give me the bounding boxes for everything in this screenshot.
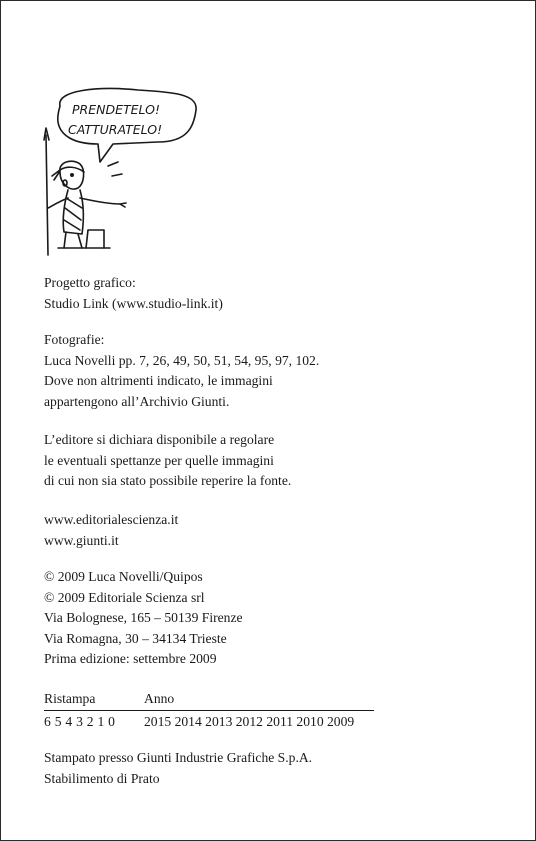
reprint-digit: 5 (54, 714, 62, 729)
printer-line: Stampato presso Giunti Industrie Grafiche S.p.A. (44, 750, 313, 765)
cartoon-illustration (38, 80, 208, 265)
design-heading: Progetto grafico: (44, 275, 136, 290)
address-line: Via Romagna, 30 – 34134 Trieste (44, 630, 227, 646)
reprint-digit: 1 (97, 714, 105, 729)
photo-credits (44, 330, 319, 412)
photos-line: Luca Novelli pp. 7, 26, 49, 50, 51, 54, 95, 97, 102. (44, 352, 320, 368)
design-text: Studio Link (www.studio-link.it) (44, 295, 223, 311)
website-link: www.editorialescienza.it (44, 512, 179, 527)
disclaimer-line: di cui non sia stato possibile reperire la fonte. (44, 473, 292, 488)
edition-line: Prima edizione: settembre 2009 (44, 651, 217, 666)
reprint-digit: 4 (65, 714, 73, 729)
speech-line-2: CATTURATELO! (68, 122, 163, 137)
photos-heading: Fotografie: (44, 332, 105, 347)
address-line: Via Bolognese, 165 – 50139 Firenze (44, 610, 243, 625)
copyright-line: © 2009 Luca Novelli/Quipos (44, 569, 203, 584)
reprint-digits (44, 714, 119, 730)
disclaimer-line: L’editore si dichiara disponibile a regolare (44, 432, 275, 447)
design-credit (44, 273, 223, 314)
photos-line: appartengono all’Archivio Giunti. (44, 393, 230, 409)
table-rule (44, 710, 374, 711)
speech-line-1: PRENDETELO! (72, 102, 160, 117)
reprint-digit: 6 (44, 714, 51, 729)
reprint-digit: 3 (76, 714, 83, 729)
website-link: www.giunti.it (44, 532, 119, 548)
year-label: Anno (144, 691, 175, 706)
copyright-block (44, 567, 243, 670)
reprint-digit: 2 (86, 714, 94, 729)
photos-line: Dove non altrimenti indicato, le immagini (44, 373, 273, 388)
printer-line: Stabilimento di Prato (44, 770, 160, 786)
reprint-label: Ristampa (44, 691, 96, 706)
image-rights-disclaimer (44, 430, 291, 492)
reprint-digit: 0 (108, 714, 115, 729)
reprint-values-row (44, 714, 374, 732)
reprint-header-row (44, 691, 374, 709)
year-values: 2015 2014 2013 2012 2011 2010 2009 (144, 714, 355, 729)
disclaimer-line: le eventuali spettanze per quelle immagini (44, 452, 274, 468)
printer-block (44, 748, 312, 789)
copyright-line: © 2009 Editoriale Scienza srl (44, 589, 205, 605)
website-list (44, 510, 178, 551)
reprint-table (44, 691, 374, 732)
